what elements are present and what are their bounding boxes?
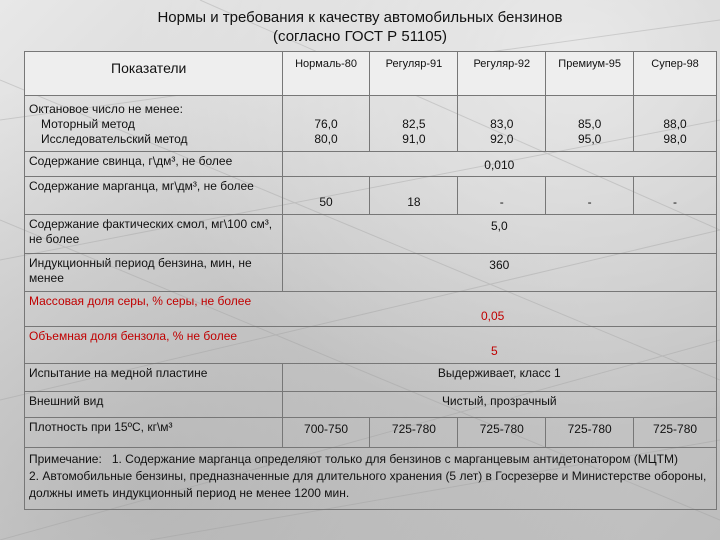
appearance-value: Чистый, прозрачный	[282, 392, 716, 418]
sulfur-cell	[25, 292, 717, 327]
octane-value-cell	[634, 96, 717, 152]
octane-research-value: 91,0	[402, 132, 426, 146]
octane-label: Октановое число не менее:	[29, 102, 183, 116]
octane-motor-value: 88,0	[663, 117, 687, 131]
octane-label-cell	[25, 96, 283, 152]
page-title	[0, 8, 720, 46]
note-line-1: 1. Содержание марганца определяют только для бензинов с марганцевым антидетонатором (МЦТМ)	[111, 452, 678, 466]
fuel-standards-table	[24, 51, 717, 510]
manganese-label: Содержание марганца, мг\дм³, не более	[25, 177, 283, 215]
octane-value-cell	[458, 96, 546, 152]
octane-motor-value: 82,5	[402, 117, 426, 131]
table-row	[25, 177, 717, 215]
density-value: 700-750	[282, 418, 370, 448]
title-line-2: (согласно ГОСТ Р 51105)	[273, 28, 447, 45]
octane-research-value: 80,0	[314, 132, 338, 146]
density-value: 725-780	[370, 418, 458, 448]
table-row	[25, 96, 717, 152]
benzene-label: Объемная доля бензола, % не более	[29, 329, 238, 343]
table-row	[25, 215, 717, 254]
octane-motor-label: Моторный метод	[41, 117, 135, 131]
manganese-value: -	[458, 177, 546, 215]
octane-value-cell	[370, 96, 458, 152]
manganese-value: -	[634, 177, 717, 215]
header-grade: Регуляр-91	[370, 52, 458, 96]
note-line-2: 2. Автомобильные бензины, предназначенные для длительного хранения (5 лет) в Госрезерве и Министерстве обороны, должны иметь индукционный период не менее 1200 мин.	[29, 469, 707, 500]
octane-research-value: 92,0	[490, 132, 514, 146]
lead-value: 0,010	[282, 152, 716, 177]
octane-value-cell	[282, 96, 370, 152]
density-value: 725-780	[458, 418, 546, 448]
copper-value: Выдерживает, класс 1	[282, 364, 716, 392]
header-grade: Супер-98	[634, 52, 717, 96]
table-row	[25, 392, 717, 418]
table-row	[25, 254, 717, 292]
header-grade: Нормаль-80	[282, 52, 370, 96]
header-indicator: Показатели	[25, 52, 283, 96]
note-prefix: Примечание:	[29, 452, 102, 466]
header-grade: Регуляр-92	[458, 52, 546, 96]
octane-value-cell	[546, 96, 634, 152]
resins-label: Содержание фактических смол, мг\100 см³, не более	[25, 215, 283, 254]
induction-label: Индукционный период бензина, мин, не менее	[25, 254, 283, 292]
sulfur-value: 0,05	[481, 309, 505, 323]
table-row	[25, 152, 717, 177]
benzene-value: 5	[491, 344, 498, 358]
table-row	[25, 292, 717, 327]
density-label: Плотность при 15ºС, кг\м³	[25, 418, 283, 448]
table-row-note	[25, 448, 717, 510]
copper-label: Испытание на медной пластине	[25, 364, 283, 392]
table-row	[25, 327, 717, 364]
octane-motor-value: 76,0	[314, 117, 338, 131]
octane-motor-value: 83,0	[490, 117, 514, 131]
table-header-row	[25, 52, 717, 96]
resins-value: 5,0	[282, 215, 716, 254]
density-value: 725-780	[546, 418, 634, 448]
lead-label: Содержание свинца, г\дм³, не более	[25, 152, 283, 177]
manganese-value: -	[546, 177, 634, 215]
note-cell	[25, 448, 717, 510]
title-line-1: Нормы и требования к качеству автомобильных бензинов	[157, 9, 563, 26]
manganese-value: 18	[370, 177, 458, 215]
induction-value: 360	[282, 254, 716, 292]
appearance-label: Внешний вид	[25, 392, 283, 418]
header-grade: Премиум-95	[546, 52, 634, 96]
sulfur-label: Массовая доля серы, % серы, не более	[29, 294, 252, 308]
benzene-cell	[25, 327, 717, 364]
manganese-value: 50	[282, 177, 370, 215]
density-value: 725-780	[634, 418, 717, 448]
octane-research-value: 95,0	[577, 132, 602, 146]
octane-research-label: Исследовательский метод	[41, 132, 188, 146]
table-row	[25, 418, 717, 448]
octane-motor-value: 85,0	[577, 117, 602, 131]
octane-research-value: 98,0	[663, 132, 687, 146]
table-row	[25, 364, 717, 392]
